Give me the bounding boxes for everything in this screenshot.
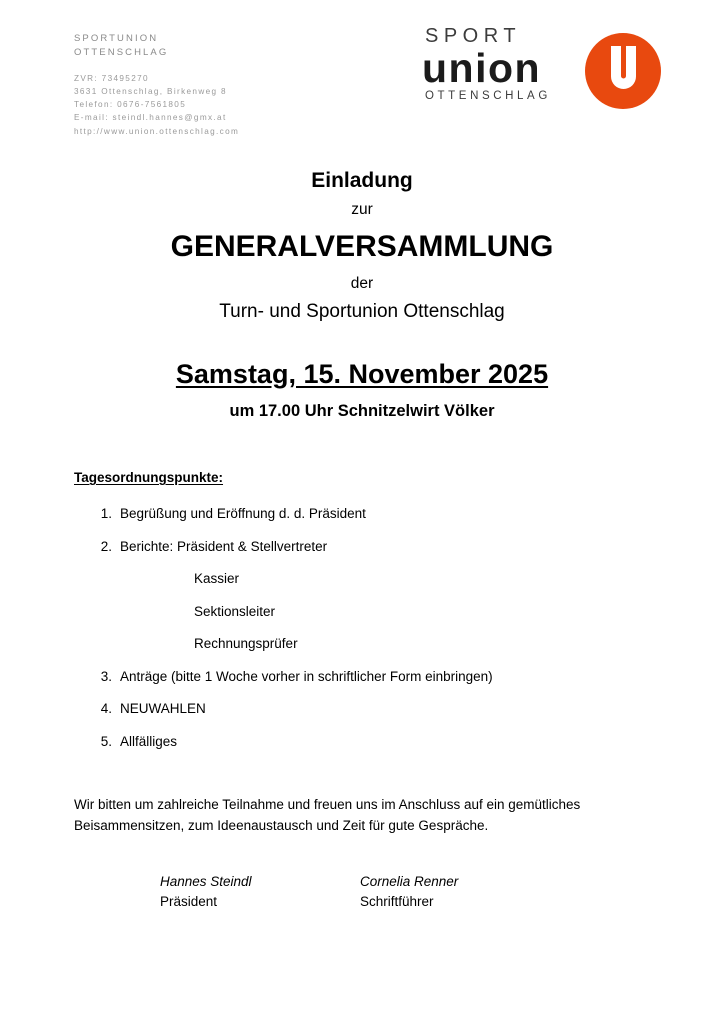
contact-website: http://www.union.ottenschlag.com	[74, 126, 240, 136]
logo-sport-text: SPORT	[425, 25, 522, 47]
title-der: der	[350, 274, 374, 292]
title-verein: Turn- und Sportunion Ottenschlag	[219, 301, 505, 322]
signature-names-row	[160, 872, 610, 892]
agenda-item-number: 3.	[100, 668, 112, 684]
title-einladung: Einladung	[311, 169, 413, 192]
title-block	[0, 168, 724, 324]
event-time-location: um 17.00 Uhr Schnitzelwirt Völker	[229, 402, 495, 421]
contact-address: 3631 Ottenschlag, Birkenweg 8	[74, 86, 227, 96]
agenda-item-label: Begrüßung und Eröffnung d. d. Präsident	[120, 506, 366, 521]
agenda-item-number: 1.	[100, 506, 112, 521]
signature-name-president: Hannes Steindl	[160, 874, 252, 889]
agenda-list	[74, 505, 674, 765]
organization-name	[74, 32, 404, 60]
list-item	[74, 700, 674, 718]
agenda-subitem-rechnungspruefer: Rechnungsprüfer	[194, 636, 298, 652]
list-item	[74, 733, 674, 751]
signature-roles-row	[160, 892, 610, 912]
closing-paragraph: Wir bitten um zahlreiche Teilnahme und freuen uns im Anschluss auf ein gemütliches Beisammensitzen, zum Ideenaustausch und Zeit für gute Gespräche.	[74, 797, 581, 833]
contact-email: E-mail: steindl.hannes@gmx.at	[74, 113, 227, 123]
letterhead	[74, 32, 404, 138]
sportunion-u-mark-icon	[584, 32, 662, 110]
list-item	[74, 668, 674, 686]
organization-name-line2: OTTENSCHLAG	[74, 46, 169, 58]
agenda-subitem-sektionsleiter: Sektionsleiter	[194, 603, 276, 619]
agenda-item-label: Allfälliges	[120, 733, 178, 749]
logo-union-text: union	[422, 45, 542, 91]
agenda-subitem-kassier: Kassier	[194, 571, 240, 587]
contact-phone: Telefon: 0676-7561805	[74, 100, 187, 110]
sportunion-logo	[422, 26, 662, 118]
event-date: Samstag, 15. November 2025	[175, 359, 549, 389]
agenda-item-number: 4.	[100, 701, 112, 717]
agenda-item-number: 5.	[100, 733, 112, 749]
signature-role-president: Präsident	[160, 894, 218, 910]
title-zur: zur	[351, 201, 373, 219]
agenda-item-label: NEUWAHLEN	[120, 701, 206, 717]
organization-name-line1: SPORTUNION	[74, 33, 159, 44]
logo-wordmark	[422, 26, 590, 103]
contact-block	[74, 72, 404, 138]
logo-ottenschlag-text: OTTENSCHLAG	[425, 90, 551, 103]
signature-role-secretary: Schriftführer	[360, 894, 434, 910]
signature-name-secretary: Cornelia Renner	[360, 874, 459, 889]
agenda-heading: Tagesordnungspunkte:	[74, 470, 224, 485]
signature-block	[160, 872, 610, 913]
list-item	[74, 538, 674, 556]
contact-zvr: ZVR: 73495270	[74, 73, 149, 83]
title-generalversammlung: GENERALVERSAMMLUNG	[170, 229, 554, 263]
agenda-item-number: 2.	[100, 538, 112, 554]
agenda-item-label: Anträge (bitte 1 Woche vorher in schriftlicher Form einbringen)	[120, 668, 493, 684]
agenda-item-label: Berichte: Präsident & Stellvertreter	[120, 538, 328, 554]
list-item	[74, 505, 674, 523]
date-block	[0, 358, 724, 422]
